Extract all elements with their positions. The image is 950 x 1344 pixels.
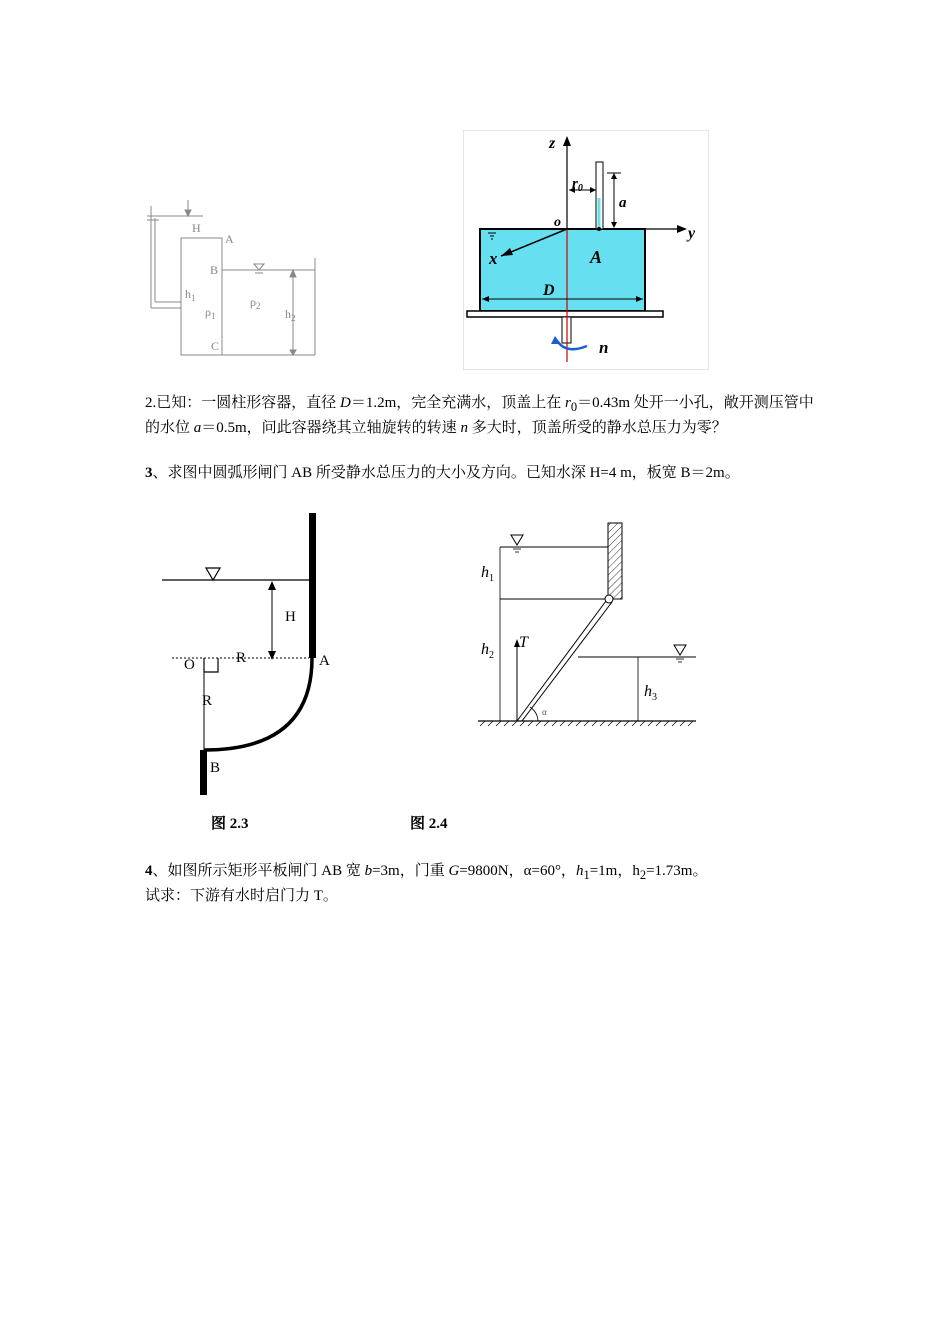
problem-2-number: 2. [145,395,157,411]
problem-2-text-run: ＝0.43m 处开一小孔，敞开测压管中的水位 [145,395,814,436]
problem-2-text-run: D [340,395,351,411]
figure-2-3-caption: 图 2.3 [211,816,249,832]
problem-4-text-run: 1 [583,868,590,882]
problem-2-text-run: a [193,420,202,436]
cyl-label-A: A [590,247,603,267]
rotating-cylinder-figure [463,130,709,370]
problem-4-body [152,863,708,882]
problem-2-text-run: n [460,420,468,436]
cyl-label-y: y [688,225,696,242]
problem-2-text-run: 多大时，顶盖所受的静水总压力为零？ [467,420,727,436]
cyl-label-z: z [549,135,556,152]
u-label-H: H [192,221,201,235]
problem-4-text-run: h [575,863,584,879]
problem-4-text-run: =1m，h [589,863,640,879]
fig23-arc-gate [204,658,312,750]
fig24-label-T: T [519,634,528,651]
problem-4-text-run: =3m，门重 [372,863,449,879]
problem-2-text [145,393,815,439]
problem-4-line-1 [145,861,815,886]
problem-3 [145,463,815,484]
fig23-label-R1: R [236,650,247,666]
problem-4-text-run: G [448,863,460,879]
fig24-label-h2: $h_2$ [481,641,494,661]
problem-2-text-run: r [565,395,571,411]
fig24-wall [608,523,622,599]
fig24-label-h3: $h_3$ [644,683,657,703]
problem-2-body [145,395,814,436]
figure-2-4-caption: 图 2.4 [410,816,448,832]
problem-3-text-run: 、求图中圆弧形闸门 AB 所受静水总压力的大小及方向。已知水深 H=4 m，板宽 B＝2m。 [152,465,740,481]
fig23-label-H: H [285,609,296,625]
fig23-label-B: B [210,760,221,776]
problem-3-body [153,465,740,481]
fig23-label-O: O [184,657,195,673]
problem-4-text-run: b [364,863,373,879]
u-label-B: B [210,263,219,277]
cyl-label-r0: $r_0$ [572,176,583,194]
problem-4-text-run: 、如图所示矩形平板闸门 AB 宽 [152,863,365,879]
fig23-bottom-plate [200,750,207,795]
cyl-label-D: D [543,282,555,299]
u-label-h1: $h_1$ [185,287,196,303]
problem-4-number: 4 [145,863,153,879]
cyl-label-n: n [599,338,609,357]
problem-2-text-run: 0 [570,400,578,414]
problem-4-text-run: 2 [639,868,647,882]
problem-4-text-run: =9800N，α=60°， [459,863,576,879]
u-label-C: C [211,339,220,353]
fig23-wall [309,513,316,658]
problem-3-text [145,463,815,484]
u-label-A: A [225,232,234,246]
fig24-label-h1: $h_1$ [481,564,494,584]
figure-2-3 [160,510,360,800]
problem-4-line-2: 试求：下游有水时启门力 T。 [145,888,338,904]
problem-2-text-run: 已知：一圆柱形容器，直径 [156,395,341,411]
problem-4 [145,861,815,907]
fig23-label-R2: R [202,693,213,709]
u-label-rho1: $\rho_1$ [205,305,216,321]
fig24-label-alpha: α [542,707,547,717]
u-tube-figure [145,198,320,363]
problem-4-text-run: =1.73m。 [646,863,708,879]
problem-2-text-run: ＝0.5m，问此容器绕其立轴旋转的转速 [201,420,461,436]
fig23-surface-mark [206,568,220,580]
u-label-rho2: $\rho_2$ [250,295,261,311]
u-label-h2: $h_2$ [285,307,296,323]
cyl-label-o: o [554,215,561,230]
base-plate [467,311,663,317]
fig23-label-A: A [319,653,330,669]
problem-3-number: 3 [145,465,153,481]
problem-2 [145,393,815,439]
cyl-label-x: x [489,249,498,268]
cyl-label-a: a [619,195,627,211]
problem-2-text-run: ＝1.2m，完全充满水，顶盖上在 [350,395,566,411]
figure-2-4 [470,515,710,735]
fig24-gate [517,601,606,721]
